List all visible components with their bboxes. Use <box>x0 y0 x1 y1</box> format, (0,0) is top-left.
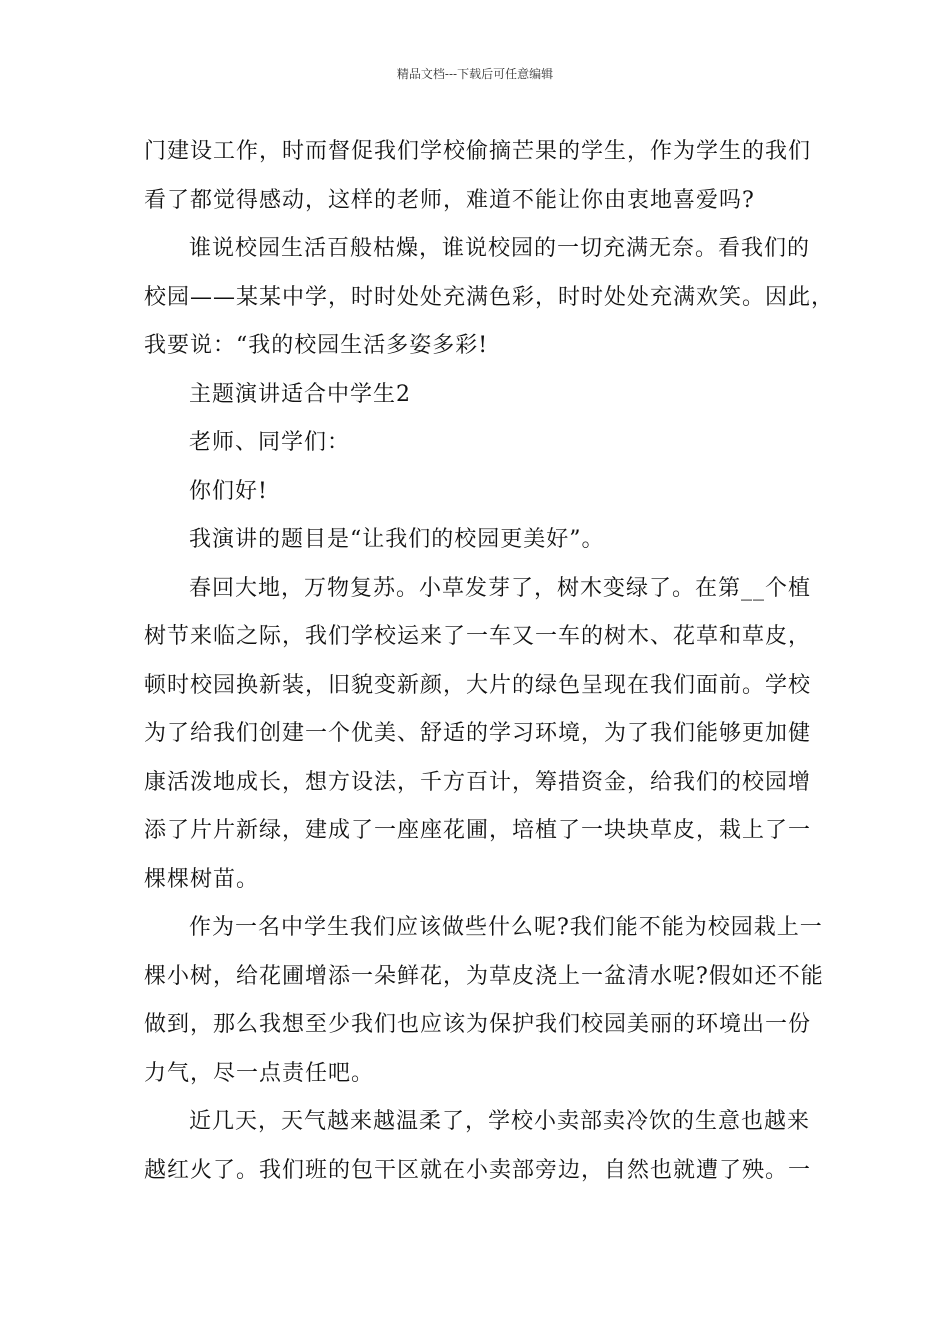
text-line: 顿时校园换新装，旧貌变新颜，大片的绿色呈现在我们面前。学校 <box>144 672 812 698</box>
text-line: 为了给我们创建一个优美、舒适的学习环境，为了我们能够更加健 <box>144 721 812 746</box>
text-line: 我要说：“我的校园生活多姿多彩! <box>144 333 489 358</box>
text-line: 越红火了。我们班的包干区就在小卖部旁边，自然也就遭了殃。一 <box>144 1157 812 1183</box>
text-line: 看了都觉得感动，这样的老师，难道不能让你由衷地喜爱吗? <box>144 187 755 213</box>
text-line: 门建设工作，时而督促我们学校偷摘芒果的学生，作为学生的我们 <box>144 139 812 164</box>
text-line: 近几天，天气越来越温柔了，学校小卖部卖冷饮的生意也越来 <box>189 1109 811 1134</box>
text-line: 做到，那么我想至少我们也应该为保护我们校园美丽的环境出一份 <box>144 1012 812 1037</box>
text-line: 棵小树，给花圃增添一朵鲜花，为草皮浇上一盆清水呢?假如还不能 <box>144 963 824 989</box>
text-line: 我演讲的题目是“让我们的校园更美好”。 <box>189 527 605 552</box>
text-line: 树节来临之际，我们学校运来了一车又一车的树木、花草和草皮， <box>144 624 812 649</box>
text-line: 棵棵树苗。 <box>144 866 260 892</box>
text-line: 作为一名中学生我们应该做些什么呢?我们能不能为校园栽上一 <box>189 915 823 940</box>
text-line: 校园——某某中学，时时处处充满色彩，时时处处充满欢笑。因此， <box>144 284 835 310</box>
text-line: 谁说校园生活百般枯燥，谁说校园的一切充满无奈。看我们的 <box>189 236 811 261</box>
text-line: 康活泼地成长，想方设法，千方百计，筹措资金，给我们的校园增 <box>144 769 812 795</box>
section-heading: 主题演讲适合中学生2 <box>189 381 411 407</box>
salutation: 老师、同学们： <box>189 430 351 455</box>
page-header: 精品文档---下载后可任意编辑 <box>396 67 554 81</box>
text-line: 添了片片新绿，建成了一座座花圃，培植了一块块草皮，栽上了一 <box>144 818 812 843</box>
document-body <box>144 128 835 1195</box>
text-line: 力气，尽一点责任吧。 <box>144 1060 375 1086</box>
greeting: 你们好! <box>189 478 268 504</box>
text-line: 春回大地，万物复苏。小草发芽了，树木变绿了。在第__个植 <box>189 575 812 601</box>
